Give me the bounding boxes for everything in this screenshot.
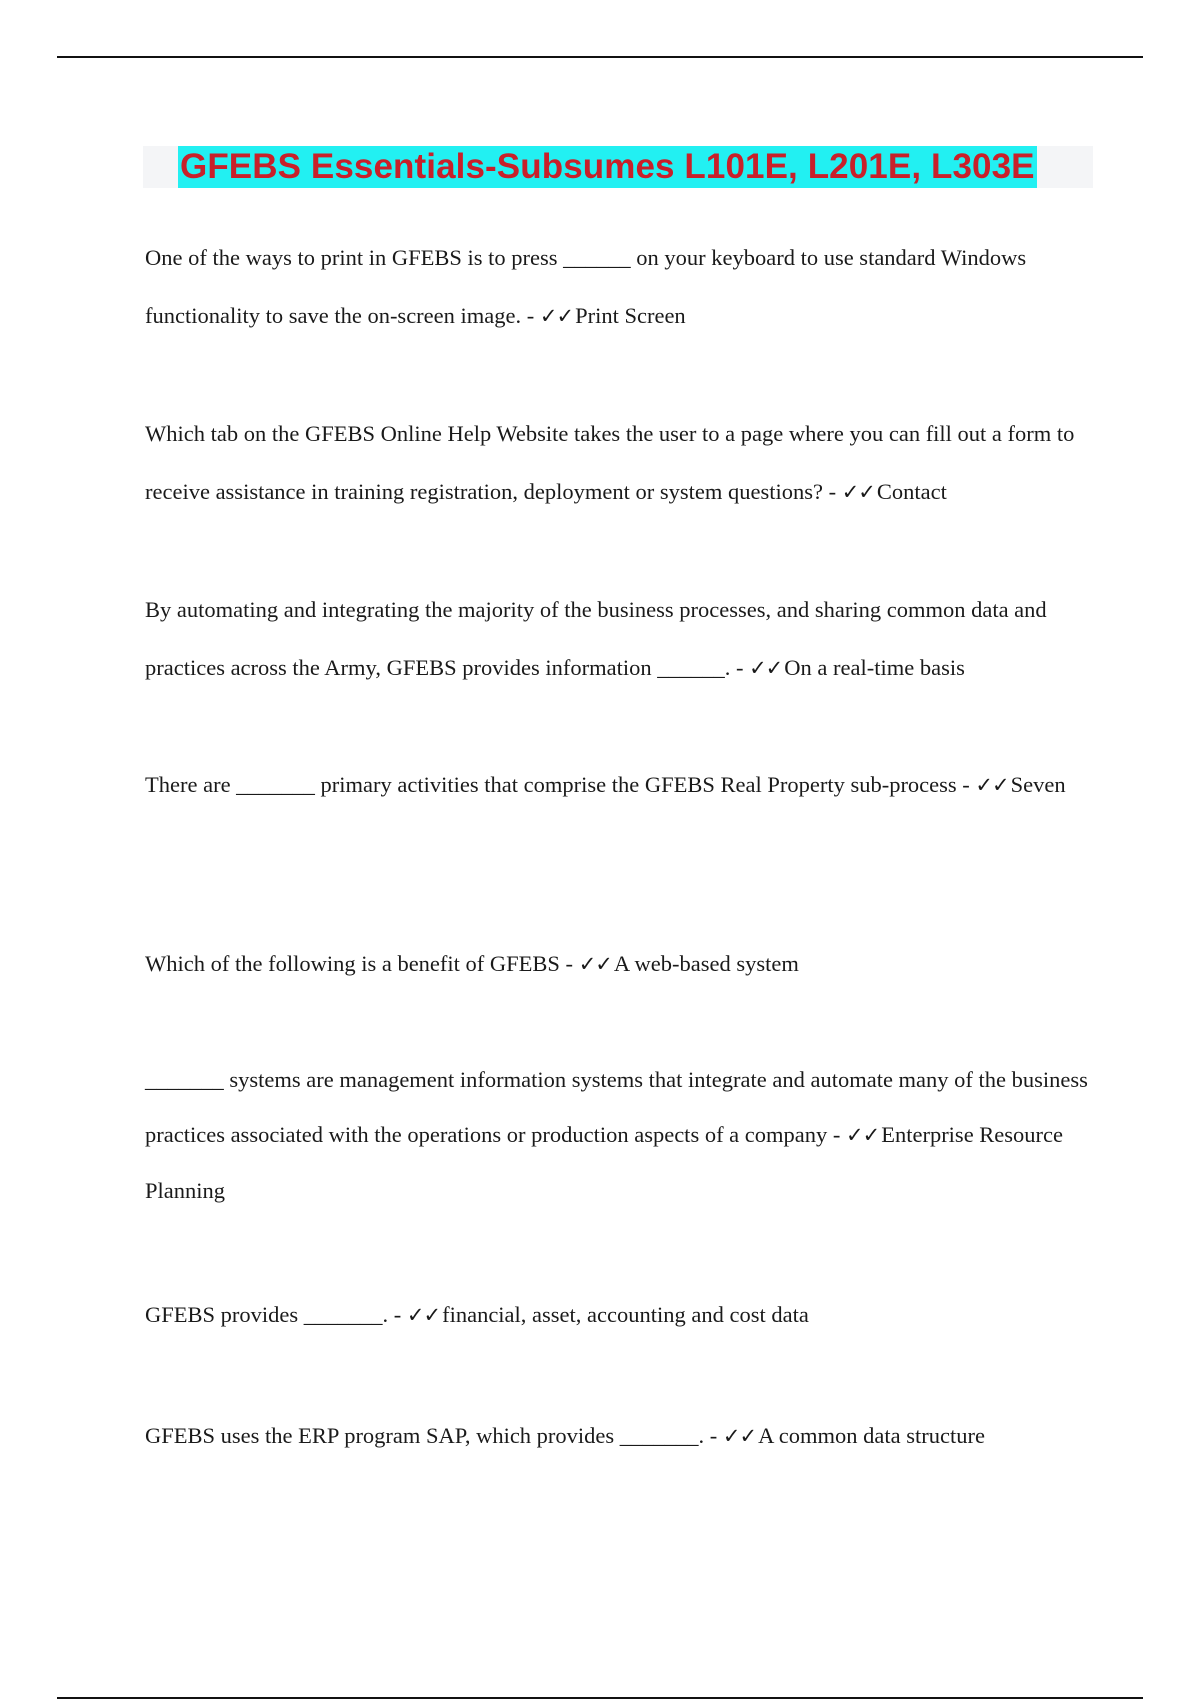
answer-text: A web-based system	[613, 951, 799, 976]
qa-item-3	[145, 581, 1100, 697]
footer-rule	[57, 1697, 1143, 1699]
qa-item-7	[145, 1286, 1100, 1344]
question-text: _______ systems are management information systems that integrate and automate many of the business practices associated with the operations or production aspects of a company -	[145, 1067, 1088, 1147]
header-rule	[57, 56, 1143, 58]
qa-item-8	[145, 1407, 1100, 1465]
double-check-icon: ✓✓	[749, 656, 783, 680]
qa-item-2	[145, 405, 1100, 521]
question-text: GFEBS uses the ERP program SAP, which provides _______. -	[145, 1423, 723, 1448]
double-check-icon: ✓✓	[841, 480, 875, 504]
double-check-icon: ✓✓	[846, 1123, 880, 1147]
double-check-icon: ✓✓	[539, 304, 574, 328]
qa-item-6	[145, 1052, 1100, 1218]
answer-text: Enterprise Resource Planning	[145, 1122, 1064, 1203]
answer-text: A common data structure	[758, 1423, 985, 1448]
qa-item-4	[145, 756, 1100, 814]
question-text: There are _______ primary activities that comprise the GFEBS Real Property sub-process -	[145, 772, 976, 797]
qa-item-1	[145, 229, 1100, 345]
qa-item-5	[145, 935, 1100, 993]
question-text: One of the ways to print in GFEBS is to press ______ on your keyboard to use standard Windows functionality to save the on-screen image. -	[145, 245, 1027, 328]
double-check-icon: ✓✓	[578, 952, 612, 976]
answer-text: Contact	[876, 479, 947, 504]
question-text: By automating and integrating the majority of the business processes, and sharing common data and practices across the Army, GFEBS provides information ______. -	[145, 597, 1047, 680]
double-check-icon: ✓✓	[406, 1303, 441, 1327]
answer-text: On a real-time basis	[784, 655, 965, 680]
document-title: GFEBS Essentials-Subsumes L101E, L201E, L303E	[180, 147, 1035, 186]
answer-text: Print Screen	[575, 303, 686, 328]
answer-text: Seven	[1010, 772, 1066, 797]
question-text: GFEBS provides _______. -	[145, 1302, 407, 1327]
double-check-icon: ✓✓	[722, 1424, 757, 1448]
answer-text: financial, asset, accounting and cost data	[442, 1302, 809, 1327]
double-check-icon: ✓✓	[975, 773, 1009, 797]
question-text: Which tab on the GFEBS Online Help Website takes the user to a page where you can fill out a form to receive assistance in training registration, deployment or system questions? -	[145, 421, 1075, 504]
question-text: Which of the following is a benefit of GFEBS -	[145, 951, 579, 976]
